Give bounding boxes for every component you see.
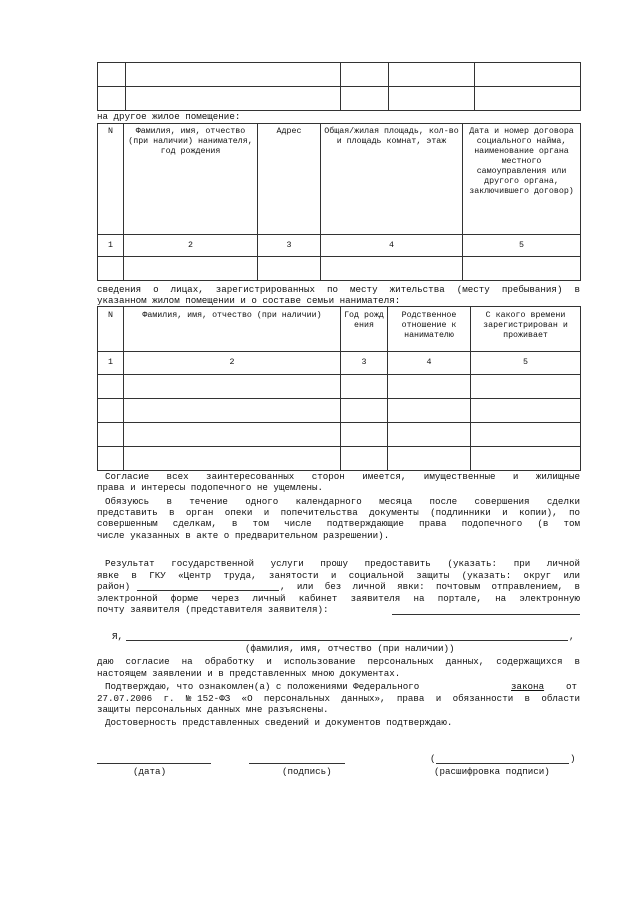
table-cell[interactable] [98,375,124,399]
table-row [98,257,581,281]
date-caption: (дата) [133,766,167,777]
table-cell[interactable] [98,423,124,447]
col-number: 3 [258,235,321,257]
col-header-birth-year: Год рождения [341,307,388,352]
table-cell[interactable] [341,87,389,111]
table-cell[interactable] [341,399,388,423]
col-number: 2 [124,235,258,257]
table-number-row [98,235,581,257]
federal-law-link[interactable]: закона [511,681,545,692]
obligation-line1: Обязуюсь в течение одного календарного месяца после совершения сделки [105,496,580,507]
consent-parties-line2: права и интересы подопечного не ущемлены. [97,482,324,493]
decoding-paren-close: ) [570,753,576,764]
table-cell[interactable] [475,87,581,111]
col-number: 5 [471,352,581,375]
table-cell[interactable] [341,423,388,447]
other-housing-table [97,123,581,281]
table-cell[interactable] [126,87,341,111]
table-cell[interactable] [124,447,341,471]
table-cell[interactable] [471,447,581,471]
table-number-row [98,352,581,375]
obligation-line4: числе указанных в акте о предварительном разрешении). [97,530,390,541]
table-cell[interactable] [98,257,124,281]
signature-caption: (подпись) [282,766,332,777]
table-cell[interactable] [388,375,471,399]
table-cell[interactable] [388,423,471,447]
col-header-fio: Фамилия, имя, отчество (при наличии) нанимателя, год рождения [124,124,258,235]
col-header-fio: Фамилия, имя, отчество (при наличии) [124,307,341,352]
table-cell[interactable] [388,399,471,423]
section1-label: на другое жилое помещение: [97,111,241,122]
table-cell[interactable] [471,375,581,399]
decoding-paren-open: ( [430,753,436,764]
district-field-line[interactable] [137,590,279,591]
col-number: 5 [463,235,581,257]
fio-field-line[interactable] [126,640,568,641]
obligation-line2: представить в орган опеки и попечительства документы (подлинники и копии), по [97,507,580,518]
col-number: 4 [388,352,471,375]
ya-label: Я, [112,631,124,642]
col-header-since: С какого времени зарегистрирован и проживает [471,307,581,352]
col-header-area: Общая/жилая площадь, кол-во и площадь комнат, этаж [321,124,463,235]
table-cell[interactable] [388,447,471,471]
result-line5: почту заявителя (представителя заявителя): [97,604,329,615]
col-number: 1 [98,235,124,257]
table-cell[interactable] [389,63,475,87]
confirm-line1-start: Подтверждаю, что ознакомлен(а) с положениями Федерального [105,681,420,692]
table-cell[interactable] [98,87,126,111]
table-cell[interactable] [341,375,388,399]
consent-parties-line1: Согласие всех заинтересованных сторон имеется, имущественные и жилищные [105,471,580,482]
section2-line1: сведения о лицах, зарегистрированных по месту жительства (месту пребывания) в [97,284,580,295]
table-row [98,447,581,471]
email-field-line[interactable] [392,614,580,615]
reliability-statement: Достоверность представленных сведений и документов подтверждаю. [105,717,453,728]
result-line4: электронной форме через личный кабинет заявителя на портале, на электронную [97,593,580,604]
table-cell[interactable] [341,63,389,87]
ya-comma: , [569,631,575,642]
table-cell[interactable] [124,399,341,423]
result-line3-end: , или без личной явки: почтовым отправлением, в [280,581,580,592]
result-line3-start: район) [97,581,131,592]
table-cell[interactable] [258,257,321,281]
table-header-row [98,307,581,352]
decoding-caption: (расшифровка подписи) [434,766,550,777]
table-cell[interactable] [124,423,341,447]
col-header-n: N [98,307,124,352]
top-table [97,62,581,111]
table-row [98,399,581,423]
residents-table [97,306,581,471]
table-cell[interactable] [321,257,463,281]
decoding-field-line[interactable] [436,763,569,764]
table-cell[interactable] [124,257,258,281]
table-cell[interactable] [98,63,126,87]
col-number: 4 [321,235,463,257]
table-row [98,87,581,111]
table-cell[interactable] [126,63,341,87]
obligation-line3: совершенным сделкам, в том числе подтверждающие права подопечного (в том [97,518,580,529]
table-cell[interactable] [471,423,581,447]
result-line2: явке в ГКУ «Центр труда, занятости и социальной защиты (указать: округ или [97,570,580,581]
col-header-address: Адрес [258,124,321,235]
table-cell[interactable] [475,63,581,87]
table-header-row [98,124,581,235]
col-header-contract: Дата и номер договора социального найма, наименование органа местного самоуправления или другого органа, заключившего договор) [463,124,581,235]
table-cell[interactable] [98,399,124,423]
result-line1: Результат государственной услуги прошу предоставить (указать: при личной [105,558,580,569]
personal-data-consent-line1: даю согласие на обработку и использование персональных данных, содержащихся в [97,656,580,667]
table-cell[interactable] [389,87,475,111]
personal-data-consent-line2: настоящем заявлении и в представленных мною документах. [97,668,401,679]
table-cell[interactable] [124,375,341,399]
col-header-relation: Родственное отношение к нанимателю [388,307,471,352]
confirm-line1-end: от [566,681,578,692]
table-cell[interactable] [98,447,124,471]
col-number: 1 [98,352,124,375]
table-row [98,63,581,87]
col-number: 3 [341,352,388,375]
confirm-line2: 27.07.2006 г. №152-ФЗ «О персональных данных», права и обязанности в области [97,693,580,704]
table-row [98,423,581,447]
date-field-line[interactable] [97,763,211,764]
table-cell[interactable] [471,399,581,423]
section2-line2: указанном жилом помещении и о составе семьи нанимателя: [97,295,401,306]
table-cell[interactable] [341,447,388,471]
col-header-n: N [98,124,124,235]
table-cell[interactable] [463,257,581,281]
table-row [98,375,581,399]
col-number: 2 [124,352,341,375]
signature-field-line[interactable] [249,763,345,764]
confirm-line3: защиты персональных данных мне разъяснены. [97,704,329,715]
fio-caption: (фамилия, имя, отчество (при наличии)) [245,643,455,654]
